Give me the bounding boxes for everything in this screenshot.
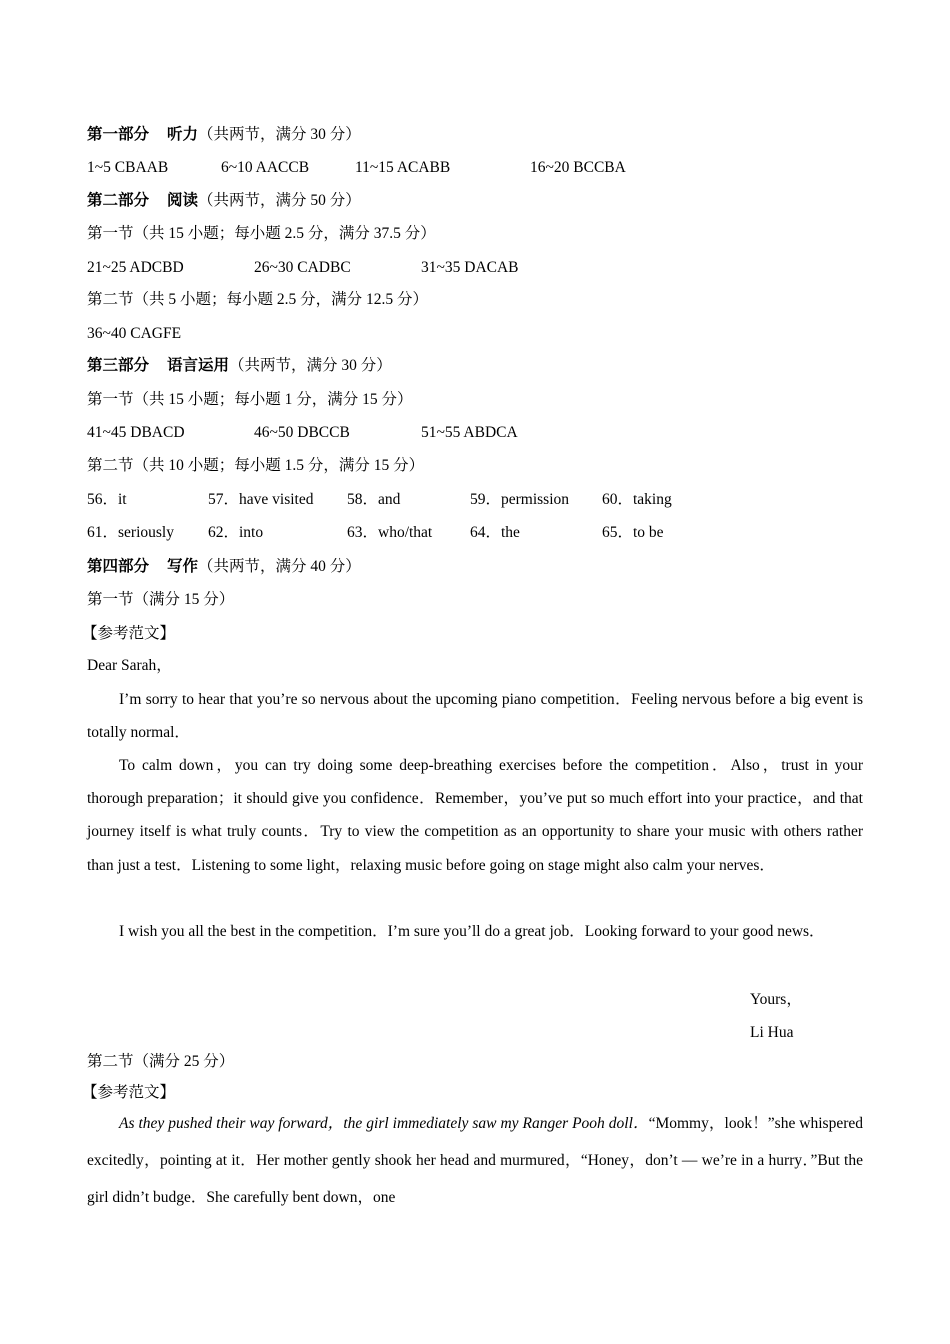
fill-answer: 59．permission: [470, 491, 570, 508]
answer-group: 46~50 DBCCB: [254, 424, 350, 441]
fill-answer: 58．and: [347, 491, 401, 508]
section-heading: 第一节（满分 15 分）: [87, 591, 235, 608]
section-heading: 第一节（共 15 小题；每小题 1 分，满分 15 分）: [87, 391, 413, 408]
part4-title: 写作: [167, 558, 199, 575]
answer-group: 41~45 DBACD: [87, 424, 185, 441]
answer-group: 36~40 CAGFE: [87, 325, 182, 342]
answer-group: 26~30 CADBC: [254, 259, 351, 276]
fill-answer: 56．it: [87, 491, 127, 508]
section-heading: 第二节（满分 25 分）: [87, 1053, 235, 1070]
part4-header: [87, 556, 361, 578]
story-text: “Mommy，look！”she whispered excitedly，pointing at it．Her mother gently shook her head and murmured，“Honey，don’t — we’re in a hurry．”But the girl didn’t budge．She carefully bent down，one: [87, 1115, 863, 1206]
fill-answer: 62．into: [208, 524, 264, 541]
fill-answer: 61．seriously: [87, 524, 174, 541]
letter-paragraph: To calm down，you can try doing some deep-breathing exercises before the competition．Also，trust in your thorough preparation；it should give you confidence．Remember，you’ve put so much effort into your practice，and that journey itself is what truly counts．Try to view the competition as an opportunity to share your music with others rather than just a test．Listening to some light，relaxing music before going on stage might also calm your nerves．: [87, 757, 863, 874]
sample-label: 【参考范文】: [82, 1084, 176, 1101]
part2-title: 阅读: [167, 192, 199, 209]
fill-answer: 60．taking: [602, 491, 672, 508]
answer-group: 11~15 ACABB: [355, 159, 451, 176]
answer-group: 51~55 ABDCA: [421, 424, 518, 441]
answer-group: 31~35 DACAB: [421, 259, 519, 276]
story-paragraph: [87, 1105, 863, 1216]
letter-paragraph: I wish you all the best in the competition．I’m sure you’ll do a great job．Looking forward to your good news．: [119, 923, 825, 940]
letter-closing: Yours，: [750, 991, 802, 1008]
answer-group: 6~10 AACCB: [221, 159, 310, 176]
section-heading: 第二节（共 10 小题；每小题 1.5 分，满分 15 分）: [87, 457, 425, 474]
part1-heading: 第一部分: [87, 126, 150, 143]
part3-note: （共两节，满分 30 分）: [229, 357, 392, 374]
letter-greeting: Dear Sarah，: [87, 657, 172, 674]
part2-heading: 第二部分: [87, 192, 150, 209]
part2-header: [87, 190, 361, 212]
section-heading: 第二节（共 5 小题；每小题 2.5 分，满分 12.5 分）: [87, 291, 429, 308]
part4-note: （共两节，满分 40 分）: [198, 558, 361, 575]
part3-header: [87, 355, 392, 377]
story-italic-text: As they pushed their way forward，the girl immediately saw my Ranger Pooh doll．: [119, 1115, 649, 1132]
part1-note: （共两节，满分 30 分）: [198, 126, 361, 143]
part4-heading: 第四部分: [87, 558, 150, 575]
fill-answer: 65．to be: [602, 524, 664, 541]
part3-heading: 第三部分: [87, 357, 150, 374]
letter-signature: Li Hua: [750, 1024, 794, 1041]
fill-answer: 63．who/that: [347, 524, 433, 541]
section-heading: 第一节（共 15 小题；每小题 2.5 分，满分 37.5 分）: [87, 225, 436, 242]
part1-header: [87, 124, 361, 146]
fill-answer: 64．the: [470, 524, 520, 541]
answer-group: 1~5 CBAAB: [87, 159, 169, 176]
letter-paragraph: I’m sorry to hear that you’re so nervous about the upcoming piano competition．Feeling nervous before a big event is totally normal．: [87, 691, 863, 742]
answer-group: 21~25 ADCBD: [87, 259, 184, 276]
part1-title: 听力: [167, 126, 199, 143]
part2-note: （共两节，满分 50 分）: [198, 192, 361, 209]
answer-group: 16~20 BCCBA: [530, 159, 626, 176]
part3-title: 语言运用: [167, 357, 230, 374]
fill-answer: 57．have visited: [208, 491, 314, 508]
sample-label: 【参考范文】: [82, 625, 176, 642]
